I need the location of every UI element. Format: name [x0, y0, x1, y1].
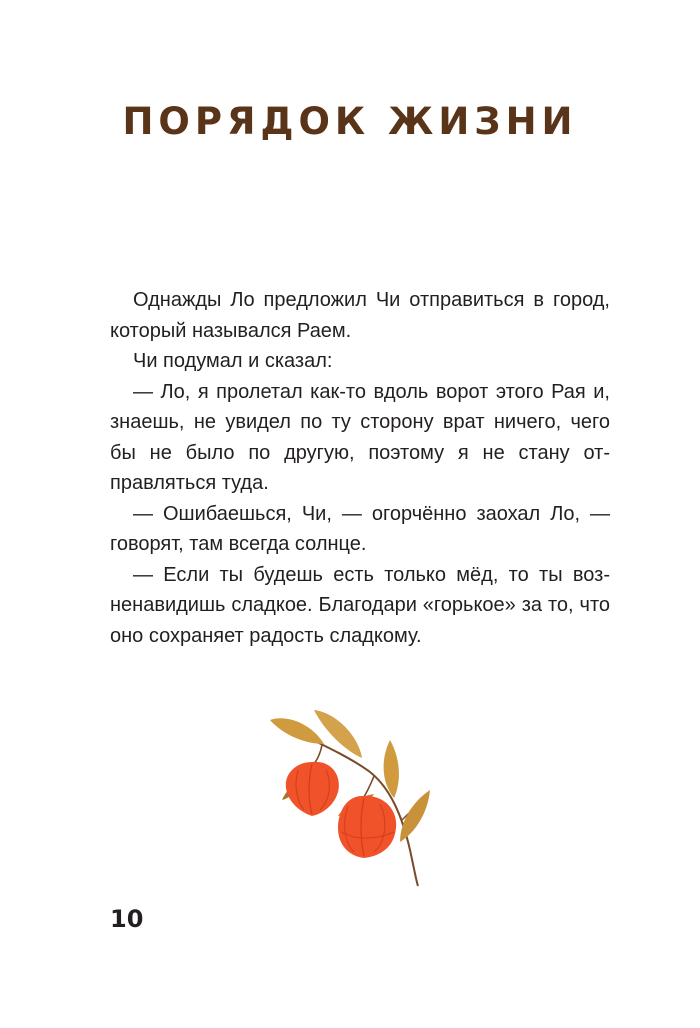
paragraph: — Ошибаешься, Чи, — огорчённо заохал Ло, — говорят, там всегда солнце. [110, 502, 610, 555]
body-text [110, 285, 610, 651]
paragraph: Чи подумал и сказал: [133, 350, 333, 372]
physalis-branch-icon [262, 700, 442, 895]
chapter-title: ПОРЯДОК ЖИЗНИ [122, 100, 578, 143]
paragraph: — Ло, я пролетал как-то вдоль ворот этого Рая и, знаешь, не увидел по ту сторону врат ничего, чего бы не было по другую, поэтому я не стану отправляться туда. [110, 380, 610, 494]
lantern-icon [286, 762, 339, 816]
paragraph: — Если ты будешь есть только мёд, то ты возненавидишь сладкое. Благодари «горькое» за то, что оно сохраняет радость сладкому. [110, 563, 610, 647]
lantern-icon [338, 796, 396, 858]
leaf-icon [400, 790, 430, 842]
page-number: 10 [110, 905, 144, 933]
paragraph: Однажды Ло предложил Чи отправиться в город, который назывался Раем. [110, 289, 610, 342]
leaf-icon [270, 718, 324, 744]
